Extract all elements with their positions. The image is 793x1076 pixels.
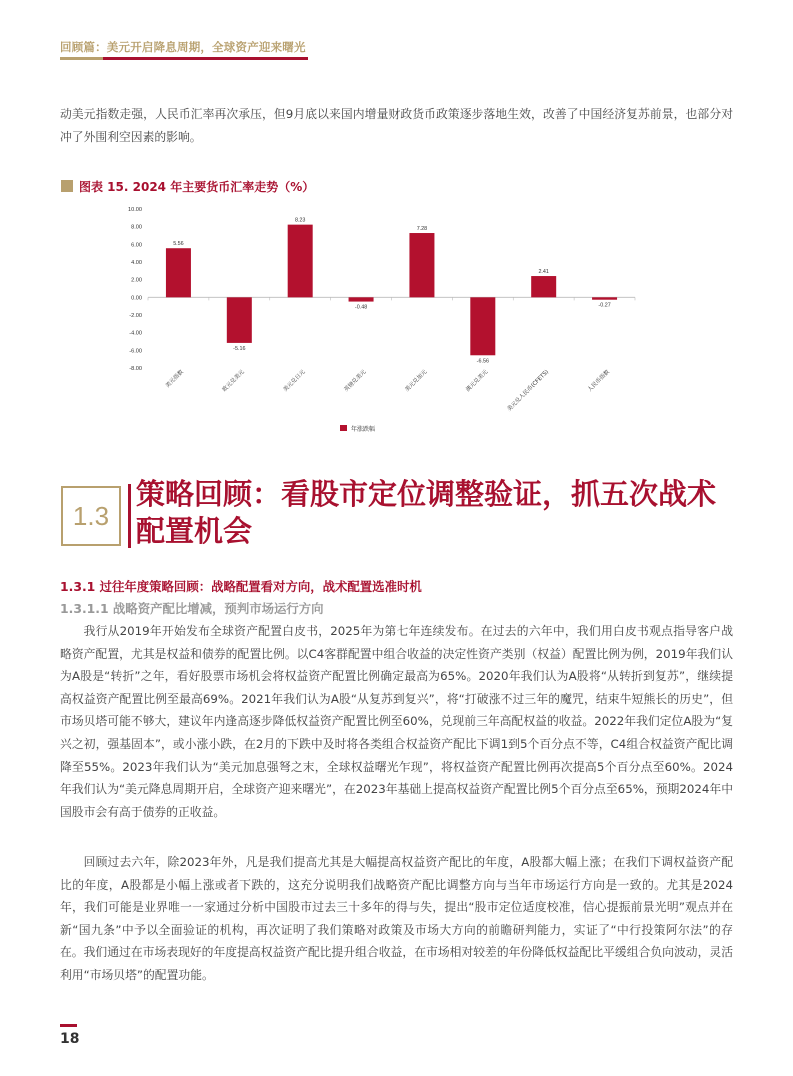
y-tick-label: 4.00 [131,260,142,266]
bar [470,297,495,355]
x-tick-label: 澳元兑美元 [465,369,490,394]
header-divider-gold [60,57,103,60]
subheading-1-3-1-1: 1.3.1.1 战略资产配比增减，预判市场运行方向 [60,601,324,616]
data-label: 5.56 [173,241,184,248]
page-number: 18 [60,1031,80,1047]
data-label: 8.23 [294,217,306,224]
x-tick-label: 欧元兑美元 [221,369,246,394]
y-tick-label: 10.00 [128,207,142,213]
y-tick-label: 6.00 [131,242,142,249]
running-header: 回顾篇：美元开启降息周期，全球资产迎来曙光 [60,40,306,54]
figure-marker [61,180,73,192]
y-tick-label: -2.00 [129,313,142,319]
y-tick-label: 2.00 [131,277,142,284]
bar [409,233,434,297]
section-title: 策略回顾：看股市定位调整验证，抓五次战术配置机会 [136,477,717,548]
section-number-box: 1.3 [61,486,121,546]
bar [166,248,191,297]
y-tick-label: -4.00 [129,330,142,337]
page-number-accent [60,1024,77,1027]
y-tick-label: -6.00 [129,348,142,355]
bar [592,297,617,299]
data-label: -6.56 [476,358,489,365]
x-tick-label: 美元兑日元 [282,369,307,394]
x-tick-label: 人民币指数 [586,369,611,394]
bar [349,297,374,301]
bar [531,276,556,297]
data-label: -5.16 [233,345,246,352]
y-tick-label: 8.00 [131,224,142,231]
intro-paragraph: 动美元指数走强，人民币汇率再次承压，但9月底以来国内增量财政货币政策逐步落地生效，改善了中国经济复苏前景，也部分对冲了外围利空因素的影响。 [60,107,733,144]
data-label: 2.41 [538,269,549,276]
figure-title: 图表 15. 2024 年主要货币汇率走势（%） [79,180,315,194]
section-accent-bar [128,484,131,548]
bar-chart [100,200,660,440]
bar [227,297,252,343]
x-tick-label: 美元兑人民币(CFETS) [506,369,551,413]
legend-swatch [340,425,347,431]
subheading-1-3-1: 1.3.1 过往年度策略回顾：战略配置看对方向，战术配置选准时机 [60,579,422,594]
x-tick-label: 美元兑加元 [404,369,429,394]
body-paragraph-2: 回顾过去六年，除2023年外，凡是我们提高尤其是大幅提高权益资产配比的年度，A股都大幅上涨；在我们下调权益资产配比的年度，A股都是小幅上涨或者下跌的，这充分说明我们战略资产配比调整方向与当年市场运行方向是一致的。尤其是2024年，我们可能是业界唯一一家通过分析中国股市过去三十多年的得与失，提出“股市定位适度校准，信心提振前景光明”观点并在新“国九条”中予以全面验证的机构，再次证明了我们策略对政策及市场大方向的前瞻研判能力，实证了“中行投策阿尔法”的存在。我们通过在市场表现好的年度提高权益资产配比提升组合收益，在市场相对较差的年份降低权益配比平缓组合负向波动，灵活利用“市场贝塔”的配置功能。 [60,855,733,982]
data-label: 7.28 [416,226,428,233]
x-tick-label: 英镑兑美元 [343,369,368,394]
header-divider-red [103,57,308,60]
legend-label: 年涨跌幅 [351,426,376,433]
y-tick-label: 0.00 [131,295,142,302]
data-label: -0.48 [354,304,368,311]
y-tick-label: -8.00 [129,366,142,372]
body-paragraph-1: 我行从2019年开始发布全球资产配置白皮书，2025年为第七年连续发布。在过去的六年中，我们用白皮书观点指导客户战略资产配置，尤其是权益和债券的配置比例。以C4客群配置中组合收益的决定性资产类别（权益）配置比例为例，2019年我们认为A股是“转折”之年，看好股票市场机会将权益资产配置比例确定最高为65%。2020年我们认为A股将“从转折到复苏”，继续提高权益资产配置比例至最高69%。2021年我们认为A股“从复苏到复兴”，将“打破涨不过三年的魔咒，结束牛短熊长的历史”，但市场贝塔可能不够大，建议年内逢高逐步降低权益资产配置比例至60%，兑现前三年高配权益的收益。2022年我们定位A股为“复兴之初，强基固本”，或小涨小跌，在2月的下跌中及时将各类组合权益资产配比下调1到5个百分点不等，C4组合权益资产配比调降至55%。2023年我们认为“美元加息强弩之末，全球权益曙光乍现”，将权益资产配置比例再次提高5个百分点至60%。2024年我们认为“美元降息周期开启，全球资产迎来曙光”，在2023年基础上提高权益资产配置比例5个百分点至65%，预期2024年中国股市会有高于债券的正收益。 [60,624,733,819]
data-label: -0.27 [598,302,611,309]
x-tick-label: 美元指数 [164,369,185,390]
bar [288,225,313,298]
